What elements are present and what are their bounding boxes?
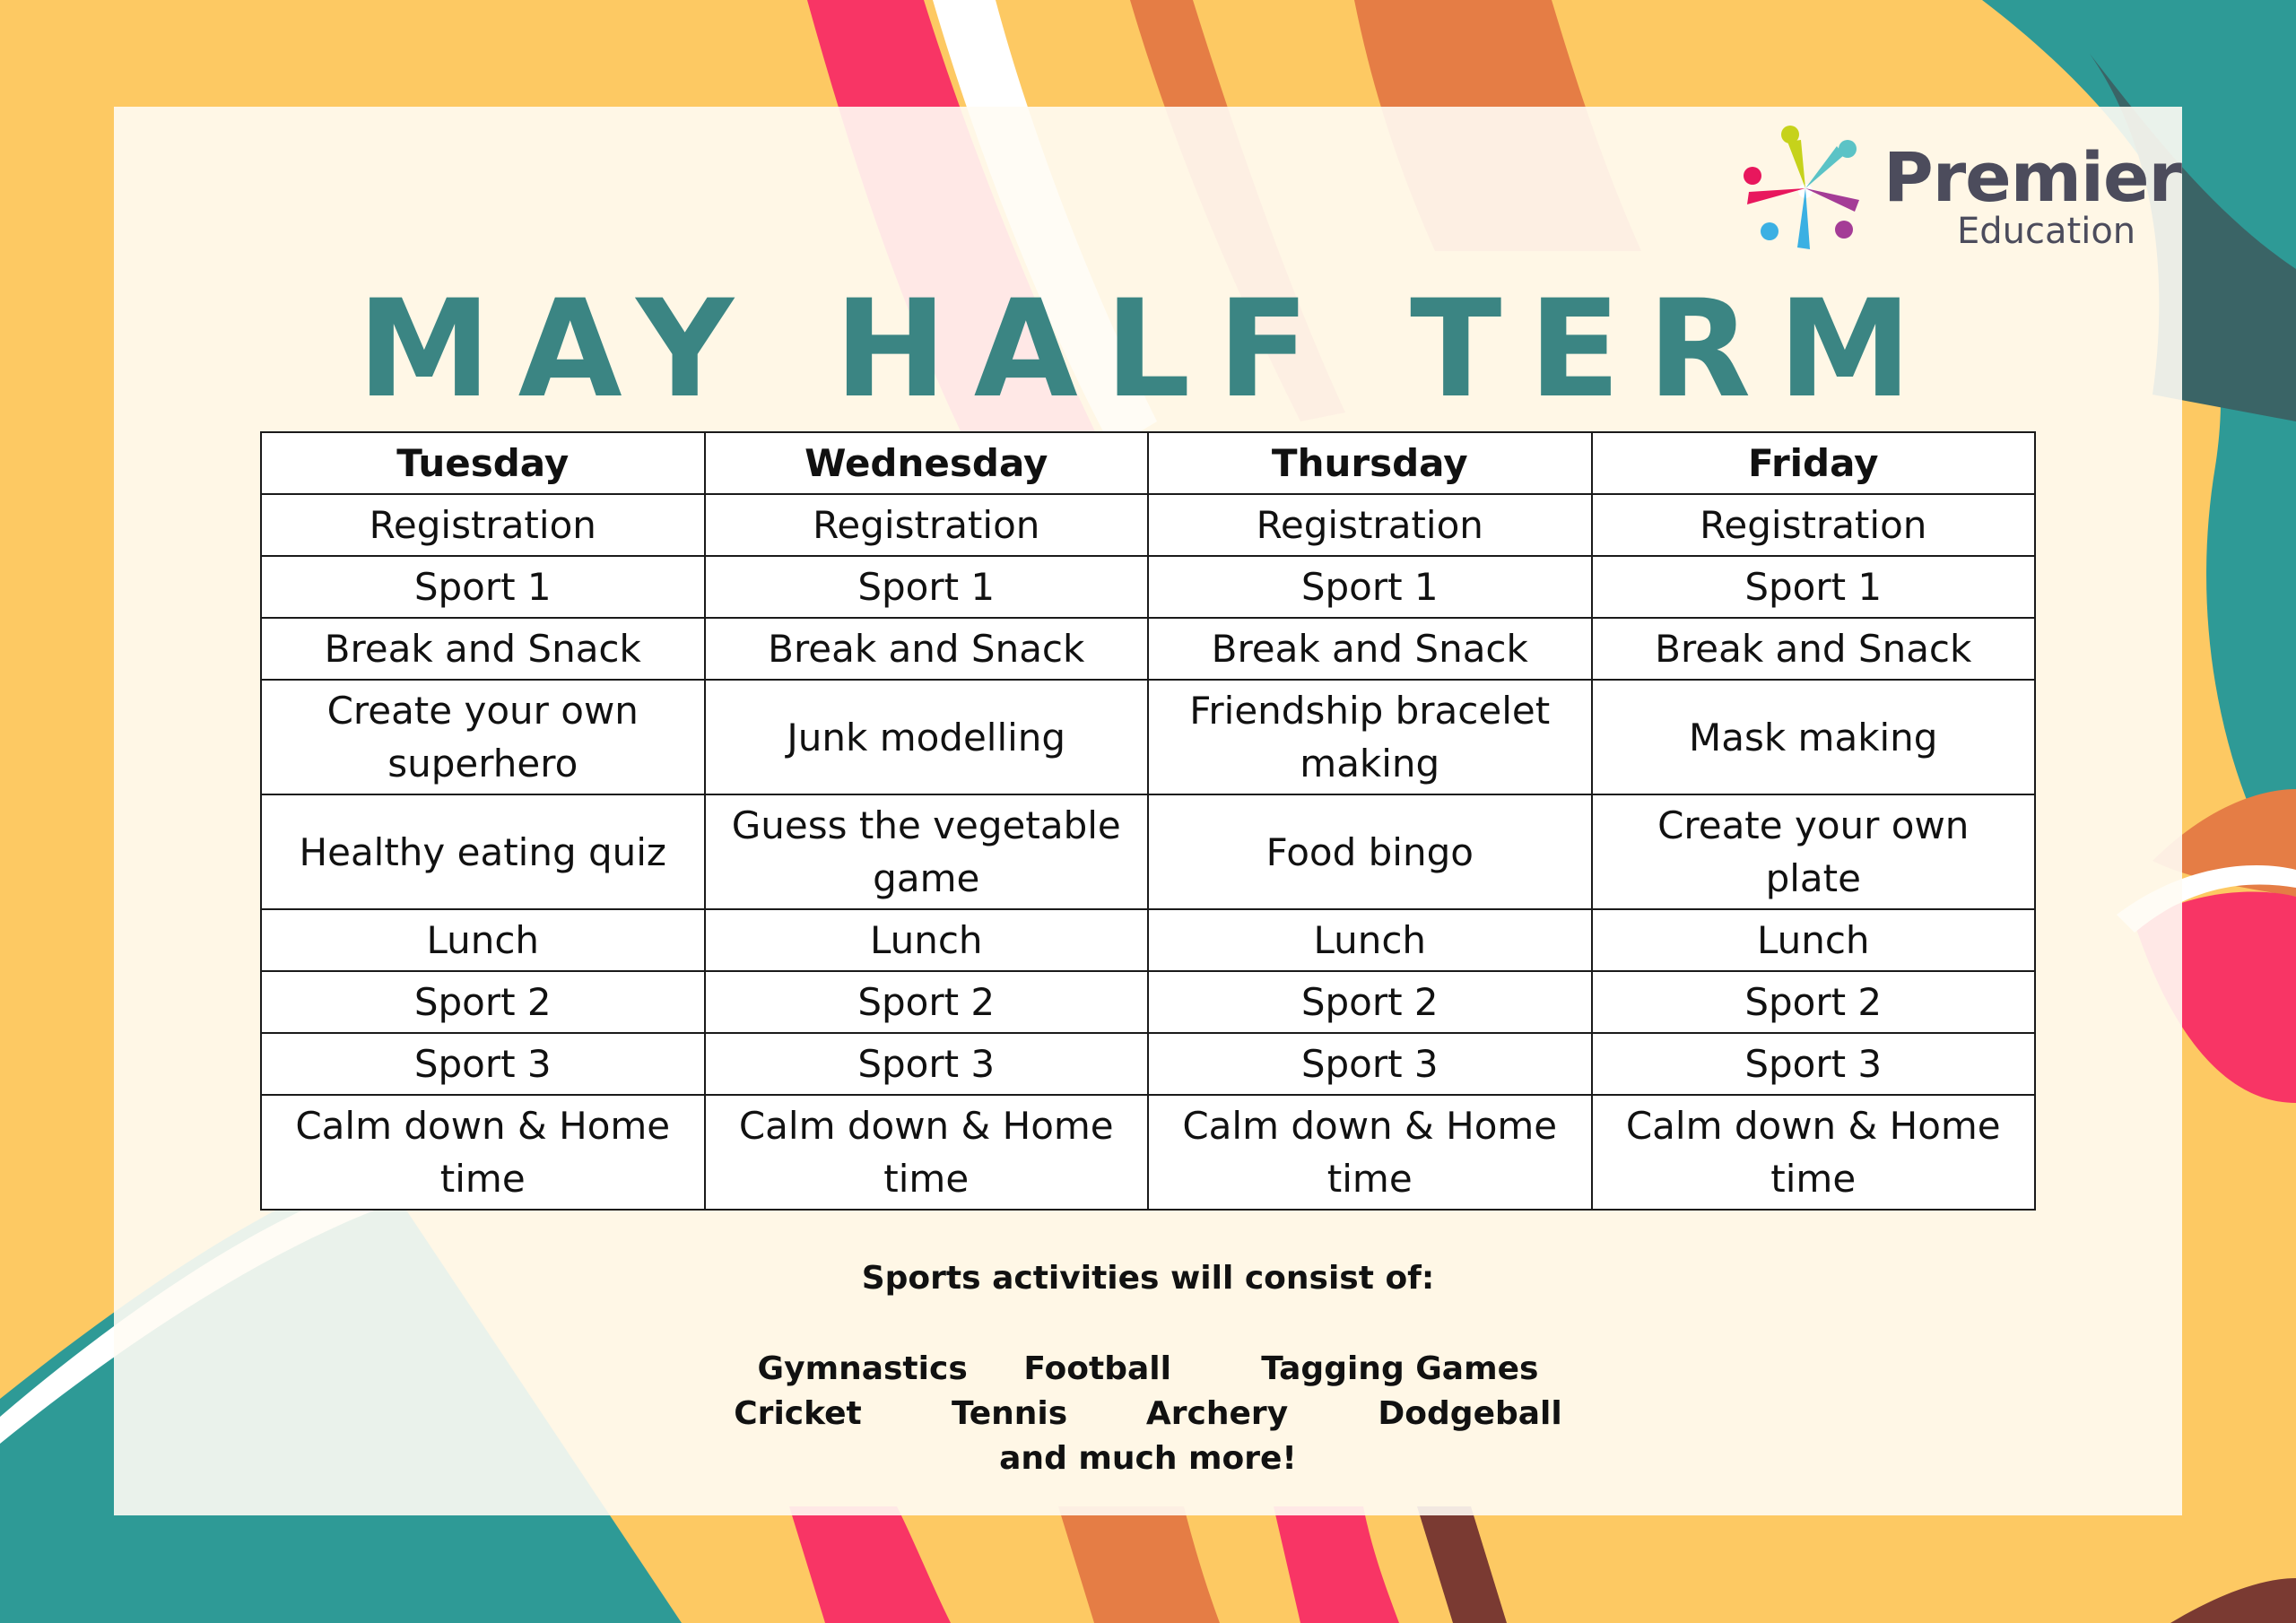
column-header: Friday: [1592, 432, 2036, 494]
table-row: [261, 1033, 2035, 1095]
table-cell: Healthy eating quiz: [261, 794, 705, 909]
table-cell: Food bingo: [1148, 794, 1592, 909]
table-row: [261, 909, 2035, 971]
table-cell: Sport 1: [1148, 556, 1592, 618]
table-cell: Sport 2: [1148, 971, 1592, 1033]
table-row: [261, 971, 2035, 1033]
table-header-row: [261, 432, 2035, 494]
table-cell: Sport 3: [705, 1033, 1149, 1095]
table-row: [261, 618, 2035, 680]
table-cell: Registration: [261, 494, 705, 556]
table-cell: Registration: [1148, 494, 1592, 556]
table-cell: Lunch: [1148, 909, 1592, 971]
table-cell: Registration: [1592, 494, 2036, 556]
table-row: [261, 494, 2035, 556]
table-cell: Sport 1: [261, 556, 705, 618]
table-cell: Registration: [705, 494, 1149, 556]
table-cell: Create your own superhero: [261, 680, 705, 794]
schedule-table: [260, 431, 2036, 1211]
table-cell: Guess the vegetable game: [705, 794, 1149, 909]
people-star-logo-icon: [1738, 124, 1873, 258]
table-cell: Break and Snack: [1148, 618, 1592, 680]
table-cell: Calm down & Home time: [1148, 1095, 1592, 1210]
column-header: Thursday: [1148, 432, 1592, 494]
table-cell: Sport 3: [1592, 1033, 2036, 1095]
table-cell: Lunch: [261, 909, 705, 971]
table-cell: Lunch: [1592, 909, 2036, 971]
table-row: [261, 794, 2035, 909]
table-cell: Sport 2: [1592, 971, 2036, 1033]
sports-activities-section: [0, 1255, 2296, 1481]
table-cell: Junk modelling: [705, 680, 1149, 794]
logo-subtitle: Education: [1957, 211, 2136, 252]
column-header: Wednesday: [705, 432, 1149, 494]
table-row: [261, 556, 2035, 618]
sports-list-line: Gymnastics Football Tagging Games: [757, 1350, 1539, 1387]
logo-wordmark: Premier: [1883, 137, 2181, 217]
sports-list-line: Cricket Tennis Archery Dodgeball: [734, 1395, 1562, 1432]
table-row: [261, 680, 2035, 794]
table-cell: Sport 2: [261, 971, 705, 1033]
column-header: Tuesday: [261, 432, 705, 494]
table-cell: Sport 2: [705, 971, 1149, 1033]
table-cell: Sport 3: [261, 1033, 705, 1095]
table-cell: Calm down & Home time: [261, 1095, 705, 1210]
table-row: [261, 1095, 2035, 1210]
table-cell: Mask making: [1592, 680, 2036, 794]
table-cell: Friendship bracelet making: [1148, 680, 1592, 794]
sports-list-footer: and much more!: [999, 1440, 1297, 1477]
table-cell: Create your own plate: [1592, 794, 2036, 909]
premier-education-logo: [1738, 124, 2181, 258]
sports-heading: Sports activities will consist of:: [861, 1260, 1435, 1297]
table-cell: Break and Snack: [1592, 618, 2036, 680]
table-cell: Sport 3: [1148, 1033, 1592, 1095]
table-cell: Calm down & Home time: [705, 1095, 1149, 1210]
table-cell: Calm down & Home time: [1592, 1095, 2036, 1210]
table-cell: Sport 1: [705, 556, 1149, 618]
table-cell: Break and Snack: [261, 618, 705, 680]
page-title: MAY HALF TERM: [357, 272, 1939, 428]
table-cell: Sport 1: [1592, 556, 2036, 618]
table-cell: Lunch: [705, 909, 1149, 971]
table-cell: Break and Snack: [705, 618, 1149, 680]
